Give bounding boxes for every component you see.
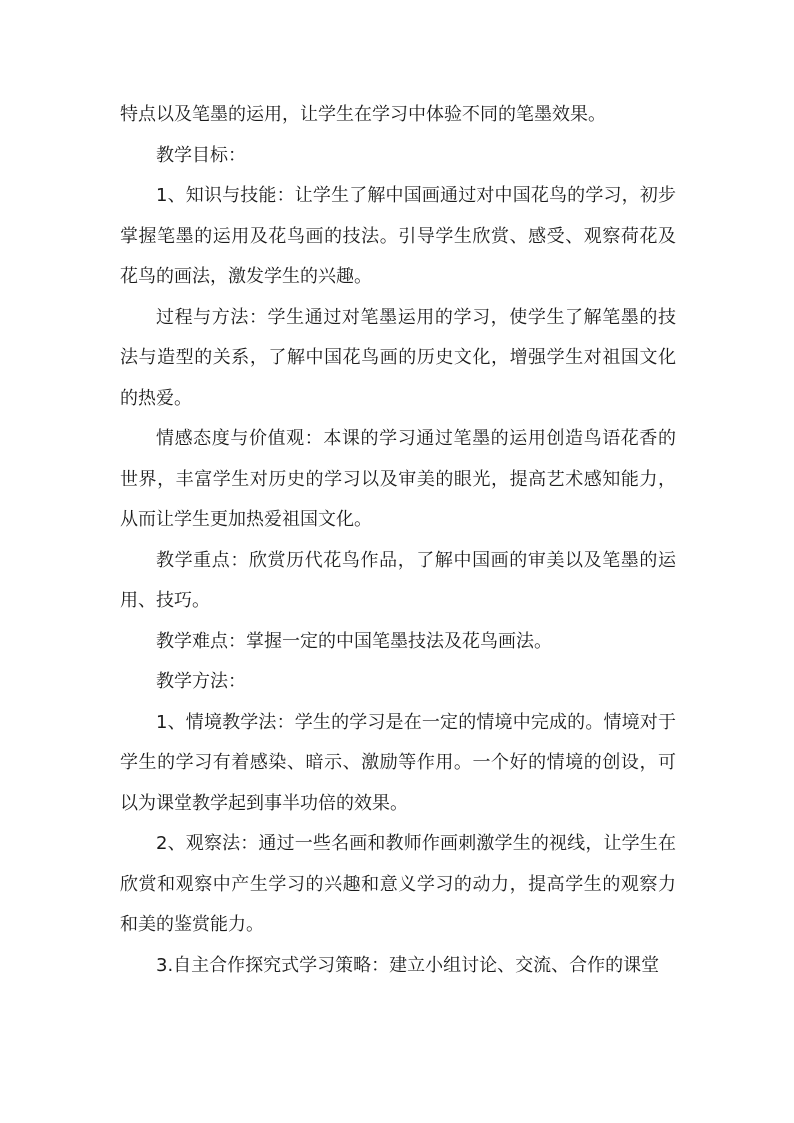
document-body	[120, 95, 676, 986]
paragraph-situational-method: 1、情境教学法：学生的学习是在一定的情境中完成的。情境对于学生的学习有着感染、暗示、激励等作用。一个好的情境的创设，可以为课堂教学起到事半功倍的效果。	[120, 711, 676, 814]
paragraph-process-methods: 过程与方法：学生通过对笔墨运用的学习，使学生了解笔墨的技法与造型的关系，了解中国花鸟画的历史文化，增强学生对祖国文化的热爱。	[120, 306, 676, 409]
paragraph-cooperative-strategy: 3.自主合作探究式学习策略：建立小组讨论、交流、合作的课堂	[156, 954, 660, 976]
heading-teaching-goals: 教学目标：	[156, 144, 246, 166]
heading-teaching-methods: 教学方法：	[156, 671, 246, 692]
paragraph-difficulties: 教学难点：掌握一定的中国笔墨技法及花鸟画法。	[156, 630, 552, 652]
paragraph-observation-method: 2、观察法：通过一些名画和教师作画刺激学生的视线，让学生在欣赏和观察中产生学习的兴趣和意义学习的动力，提高学生的观察力和美的鉴赏能力。	[120, 833, 676, 935]
paragraph-continued: 特点以及笔墨的运用，让学生在学习中体验不同的笔墨效果。	[120, 104, 606, 125]
paragraph-key-points: 教学重点：欣赏历代花鸟作品，了解中国画的审美以及笔墨的运用、技巧。	[120, 549, 676, 611]
paragraph-emotion-values: 情感态度与价值观：本课的学习通过笔墨的运用创造鸟语花香的世界，丰富学生对历史的学习以及审美的眼光，提高艺术感知能力，从而让学生更加热爱祖国文化。	[120, 428, 676, 530]
paragraph-knowledge-skills: 1、知识与技能：让学生了解中国画通过对中国花鸟的学习，初步掌握笔墨的运用及花鸟画的技法。引导学生欣赏、感受、观察荷花及花鸟的画法，激发学生的兴趣。	[120, 185, 676, 287]
